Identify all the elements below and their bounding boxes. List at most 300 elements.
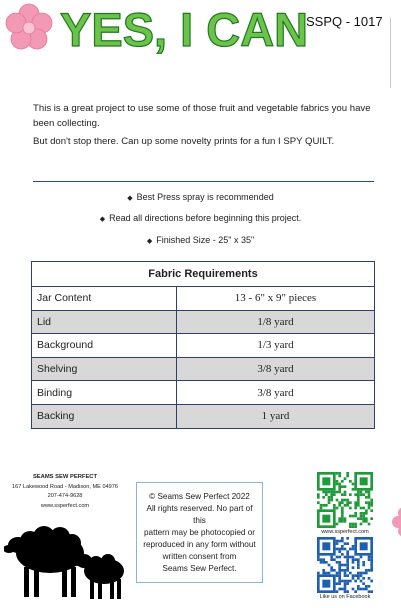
qr-module	[338, 548, 341, 551]
qr-module	[341, 564, 344, 567]
qr-finder	[322, 542, 330, 550]
qr-module	[368, 590, 371, 593]
qr-module	[346, 566, 349, 569]
qr-module	[349, 515, 352, 518]
fabric-amount: 3/8 yard	[177, 357, 375, 381]
facebook-qr-code[interactable]	[317, 537, 373, 593]
qr-module	[370, 569, 373, 572]
pattern-code: SSPQ - 1017	[306, 14, 383, 29]
qr-module	[357, 501, 360, 504]
qr-module	[370, 566, 373, 569]
qr-module	[357, 572, 360, 575]
diamond-bullet-icon: ◆	[99, 216, 106, 223]
sheep-logo-icon	[4, 519, 130, 601]
qr-module	[360, 517, 363, 520]
qr-module	[333, 491, 336, 494]
qr-module	[368, 556, 371, 559]
qr-module	[365, 585, 368, 588]
qr-module	[346, 582, 349, 585]
qr-module	[360, 580, 363, 583]
qr-module	[338, 569, 341, 572]
qr-module	[328, 496, 331, 499]
qr-module	[357, 585, 360, 588]
intro-text	[33, 102, 378, 154]
qr-module	[336, 574, 339, 577]
qr-module	[336, 561, 339, 564]
qr-module	[336, 480, 339, 483]
qr-module	[341, 580, 344, 583]
qr-module	[336, 540, 339, 543]
flower-icon	[4, 3, 54, 53]
qr-module	[338, 574, 341, 577]
diamond-bullet-icon: ◆	[146, 238, 153, 245]
qr-module	[344, 477, 347, 480]
qr-module	[336, 491, 339, 494]
qr-module	[322, 504, 325, 507]
copyright-line: All rights reserved. No part of this	[146, 504, 253, 525]
qr-module	[352, 488, 355, 491]
qr-module	[360, 515, 363, 518]
fabric-amount: 1/8 yard	[177, 310, 375, 334]
qr-module	[325, 491, 328, 494]
qr-module	[357, 566, 360, 569]
qr-module	[325, 561, 328, 564]
qr-module	[330, 566, 333, 569]
qr-caption-facebook: Like us on Facebook	[319, 594, 371, 600]
qr-module	[368, 558, 371, 561]
qr-module	[344, 499, 347, 502]
qr-module	[322, 491, 325, 494]
qr-module	[338, 488, 341, 491]
qr-module	[360, 491, 363, 494]
qr-module	[341, 485, 344, 488]
qr-module	[352, 483, 355, 486]
qr-module	[357, 574, 360, 577]
qr-module	[357, 517, 360, 520]
flower-icon	[392, 507, 401, 537]
qr-finder	[322, 515, 330, 523]
qr-module	[341, 517, 344, 520]
fabric-item: Backing	[32, 404, 177, 428]
qr-module	[352, 548, 355, 551]
qr-module	[341, 493, 344, 496]
pattern-title: YES, I CAN	[60, 3, 309, 56]
qr-module	[352, 574, 355, 577]
fabric-item: Jar Content	[32, 287, 177, 311]
qr-module	[317, 493, 320, 496]
qr-module	[346, 553, 349, 556]
finished-size: ◆ Finished Size - 25" x 35"	[146, 235, 255, 245]
qr-module	[368, 569, 371, 572]
qr-module	[336, 556, 339, 559]
qr-module	[330, 569, 333, 572]
qr-module	[338, 540, 341, 543]
qr-module	[354, 504, 357, 507]
qr-module	[344, 572, 347, 575]
qr-module	[346, 550, 349, 553]
qr-module	[352, 523, 355, 526]
qr-module	[317, 572, 320, 575]
qr-module	[370, 561, 373, 564]
qr-module	[368, 585, 371, 588]
website-qr-code[interactable]	[317, 472, 373, 528]
qr-module	[349, 501, 352, 504]
qr-module	[344, 504, 347, 507]
qr-module	[362, 561, 365, 564]
qr-module	[352, 515, 355, 518]
qr-module	[370, 580, 373, 583]
intro-paragraph: But don't stop there. Can up some novelty prints for a fun I SPY QUILT.	[33, 136, 335, 147]
qr-module	[344, 569, 347, 572]
qr-module	[365, 520, 368, 523]
qr-module	[352, 577, 355, 580]
qr-module	[322, 572, 325, 575]
company-phone: 207-474-9628	[47, 493, 83, 499]
side-rule	[390, 18, 391, 88]
qr-module	[344, 493, 347, 496]
qr-module	[349, 525, 352, 528]
qr-module	[354, 523, 357, 526]
qr-module	[368, 523, 371, 526]
table-row	[32, 334, 375, 358]
qr-module	[357, 504, 360, 507]
qr-module	[368, 501, 371, 504]
qr-module	[362, 507, 365, 510]
qr-module	[368, 491, 371, 494]
qr-module	[368, 577, 371, 580]
qr-module	[341, 540, 344, 543]
qr-module	[357, 577, 360, 580]
qr-module	[338, 504, 341, 507]
qr-module	[357, 493, 360, 496]
qr-module	[352, 588, 355, 591]
qr-module	[336, 483, 339, 486]
qr-module	[354, 507, 357, 510]
qr-module	[338, 483, 341, 486]
note-line: ◆ Best Press spray is recommended	[127, 192, 274, 202]
qr-module	[322, 496, 325, 499]
qr-module	[368, 504, 371, 507]
qr-module	[362, 493, 365, 496]
qr-module	[357, 496, 360, 499]
table-row	[32, 310, 375, 334]
qr-module	[352, 545, 355, 548]
table-row	[32, 381, 375, 405]
qr-module	[336, 542, 339, 545]
qr-finder	[360, 477, 368, 485]
qr-module	[360, 512, 363, 515]
qr-module	[357, 588, 360, 591]
qr-module	[349, 493, 352, 496]
qr-module	[346, 542, 349, 545]
qr-finder	[360, 542, 368, 550]
qr-module	[333, 504, 336, 507]
qr-module	[333, 569, 336, 572]
qr-module	[352, 566, 355, 569]
qr-module	[344, 588, 347, 591]
qr-module	[370, 499, 373, 502]
qr-caption-website: www.ssperfect.com	[321, 529, 369, 535]
qr-module	[341, 569, 344, 572]
qr-module	[370, 504, 373, 507]
qr-module	[330, 496, 333, 499]
qr-module	[336, 548, 339, 551]
qr-module	[344, 574, 347, 577]
qr-module	[352, 558, 355, 561]
qr-module	[344, 556, 347, 559]
qr-module	[341, 515, 344, 518]
qr-module	[336, 472, 339, 475]
qr-module	[341, 499, 344, 502]
qr-module	[362, 588, 365, 591]
qr-module	[338, 550, 341, 553]
qr-module	[328, 491, 331, 494]
company-info	[0, 473, 130, 511]
qr-module	[338, 564, 341, 567]
qr-module	[357, 558, 360, 561]
qr-module	[325, 504, 328, 507]
qr-module	[346, 558, 349, 561]
qr-module	[346, 574, 349, 577]
qr-module	[346, 590, 349, 593]
qr-module	[352, 525, 355, 528]
qr-module	[341, 588, 344, 591]
qr-module	[370, 558, 373, 561]
qr-module	[330, 493, 333, 496]
qr-module	[330, 499, 333, 502]
qr-module	[333, 507, 336, 510]
qr-module	[336, 499, 339, 502]
qr-module	[317, 496, 320, 499]
qr-module	[338, 572, 341, 575]
qr-module	[346, 580, 349, 583]
qr-module	[341, 520, 344, 523]
qr-module	[320, 558, 323, 561]
qr-module	[365, 569, 368, 572]
qr-module	[336, 507, 339, 510]
qr-module	[344, 542, 347, 545]
qr-module	[346, 501, 349, 504]
table-title: Fabric Requirements	[32, 262, 375, 287]
qr-module	[357, 491, 360, 494]
qr-module	[344, 548, 347, 551]
qr-module	[341, 507, 344, 510]
qr-module	[354, 590, 357, 593]
company-website[interactable]: www.ssperfect.com	[40, 502, 90, 509]
qr-module	[336, 590, 339, 593]
qr-module	[344, 517, 347, 520]
qr-module	[338, 588, 341, 591]
qr-module	[338, 520, 341, 523]
qr-module	[328, 572, 331, 575]
qr-module	[354, 493, 357, 496]
qr-module	[341, 480, 344, 483]
qr-module	[336, 582, 339, 585]
qr-module	[360, 572, 363, 575]
qr-module	[338, 501, 341, 504]
qr-module	[349, 580, 352, 583]
qr-module	[360, 507, 363, 510]
qr-module	[370, 556, 373, 559]
qr-module	[341, 512, 344, 515]
qr-module	[336, 572, 339, 575]
qr-module	[362, 517, 365, 520]
table-row	[32, 404, 375, 428]
copyright-line: © Seams Sew Perfect 2022	[149, 492, 250, 501]
qr-module	[344, 580, 347, 583]
qr-module	[349, 480, 352, 483]
qr-module	[370, 564, 373, 567]
qr-module	[365, 588, 368, 591]
qr-module	[360, 523, 363, 526]
qr-module	[338, 556, 341, 559]
qr-module	[370, 501, 373, 504]
qr-module	[362, 572, 365, 575]
qr-module	[346, 564, 349, 567]
qr-module	[365, 509, 368, 512]
qr-module	[349, 548, 352, 551]
qr-module	[354, 501, 357, 504]
qr-module	[338, 491, 341, 494]
qr-module	[317, 558, 320, 561]
qr-module	[352, 561, 355, 564]
qr-module	[333, 493, 336, 496]
qr-module	[368, 496, 371, 499]
qr-module	[320, 504, 323, 507]
fabric-amount: 3/8 yard	[177, 381, 375, 405]
qr-module	[368, 507, 371, 510]
qr-module	[346, 504, 349, 507]
qr-module	[338, 566, 341, 569]
fabric-item: Lid	[32, 310, 177, 334]
qr-module	[333, 558, 336, 561]
fabric-amount: 13 - 6" x 9" pieces	[177, 287, 375, 311]
qr-module	[322, 558, 325, 561]
qr-module	[330, 556, 333, 559]
qr-module	[368, 493, 371, 496]
qr-module	[362, 564, 365, 567]
qr-module	[360, 493, 363, 496]
fabric-item: Background	[32, 334, 177, 358]
table-row	[32, 287, 375, 311]
qr-module	[338, 577, 341, 580]
qr-finder	[322, 580, 330, 588]
qr-module	[344, 520, 347, 523]
fabric-amount: 1/3 yard	[177, 334, 375, 358]
qr-module	[320, 561, 323, 564]
qr-module	[336, 523, 339, 526]
qr-module	[338, 561, 341, 564]
qr-module	[338, 580, 341, 583]
qr-module	[328, 501, 331, 504]
qr-module	[365, 491, 368, 494]
qr-module	[354, 512, 357, 515]
fabric-item: Shelving	[32, 357, 177, 381]
qr-module	[338, 472, 341, 475]
qr-module	[352, 556, 355, 559]
divider	[33, 181, 374, 182]
qr-module	[360, 574, 363, 577]
qr-module	[362, 515, 365, 518]
qr-module	[370, 517, 373, 520]
qr-module	[365, 496, 368, 499]
qr-finder	[322, 477, 330, 485]
qr-module	[357, 564, 360, 567]
table-header-row	[32, 262, 375, 287]
qr-module	[354, 525, 357, 528]
qr-module	[322, 569, 325, 572]
qr-module	[344, 590, 347, 593]
qr-module	[344, 585, 347, 588]
copyright-line: reproduced in any form without	[143, 540, 256, 549]
qr-module	[346, 556, 349, 559]
qr-module	[341, 553, 344, 556]
table-row	[32, 357, 375, 381]
qr-module	[346, 537, 349, 540]
qr-module	[346, 475, 349, 478]
qr-module	[322, 561, 325, 564]
qr-module	[346, 499, 349, 502]
qr-module	[338, 475, 341, 478]
qr-module	[365, 517, 368, 520]
fabric-requirements-table	[31, 261, 375, 429]
copyright-line: Seams Sew Perfect.	[162, 564, 237, 573]
copyright-line: written consent from	[162, 552, 237, 561]
qr-module	[344, 582, 347, 585]
qr-module	[346, 472, 349, 475]
qr-module	[330, 558, 333, 561]
fabric-amount: 1 yard	[177, 404, 375, 428]
qr-module	[320, 507, 323, 510]
copyright-line: pattern may be photocopied or	[143, 528, 256, 537]
qr-module	[349, 507, 352, 510]
qr-module	[365, 512, 368, 515]
qr-module	[338, 485, 341, 488]
qr-module	[360, 588, 363, 591]
qr-module	[341, 545, 344, 548]
qr-module	[354, 574, 357, 577]
qr-module	[362, 577, 365, 580]
qr-module	[354, 515, 357, 518]
qr-module	[344, 491, 347, 494]
qr-module	[338, 582, 341, 585]
qr-module	[349, 556, 352, 559]
qr-module	[341, 509, 344, 512]
qr-module	[325, 493, 328, 496]
qr-module	[338, 517, 341, 520]
qr-module	[362, 520, 365, 523]
note-line: ◆ Read all directions before beginning this project.	[99, 213, 302, 223]
qr-module	[354, 580, 357, 583]
qr-module	[341, 548, 344, 551]
qr-module	[357, 561, 360, 564]
qr-module	[365, 572, 368, 575]
qr-module	[346, 561, 349, 564]
company-name: SEAMS SEW PERFECT	[32, 474, 98, 480]
qr-module	[362, 512, 365, 515]
qr-module	[370, 590, 373, 593]
qr-module	[365, 501, 368, 504]
qr-module	[317, 556, 320, 559]
qr-module	[360, 556, 363, 559]
fabric-item: Binding	[32, 381, 177, 405]
qr-module	[349, 572, 352, 575]
qr-module	[370, 509, 373, 512]
qr-module	[330, 491, 333, 494]
qr-module	[349, 523, 352, 526]
qr-module	[362, 582, 365, 585]
qr-module	[328, 499, 331, 502]
